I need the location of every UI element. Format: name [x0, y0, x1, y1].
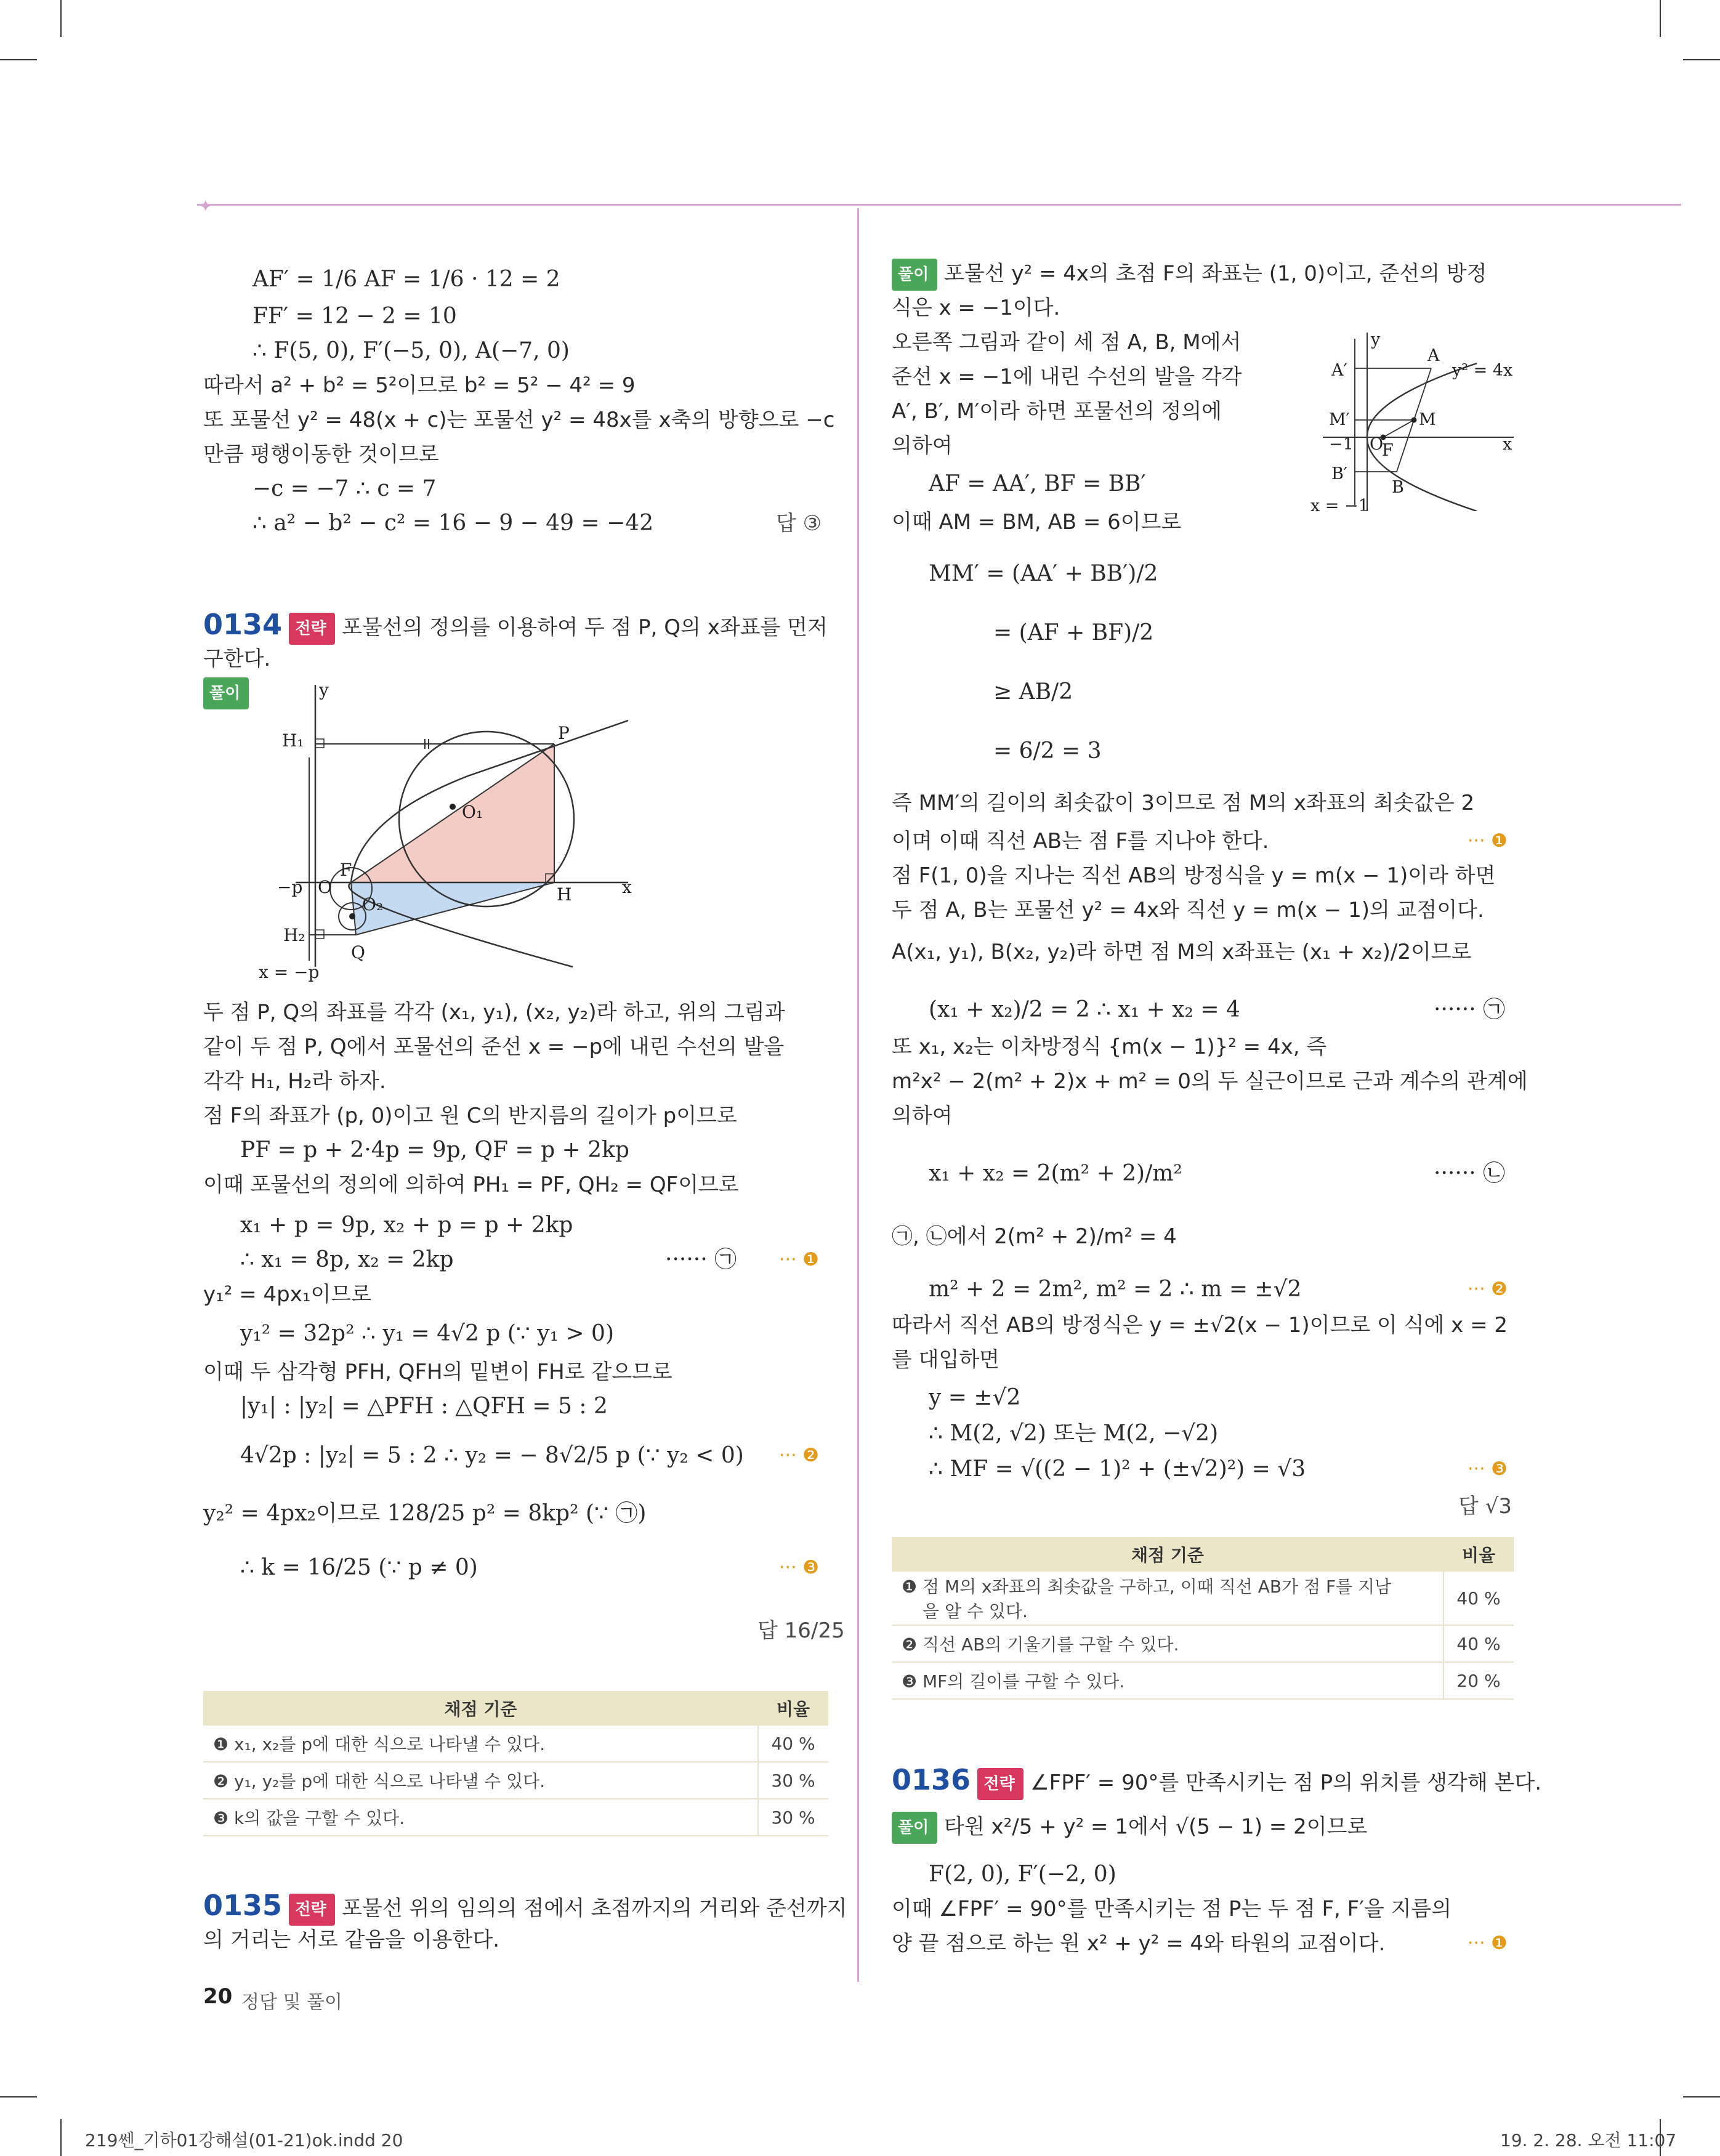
equation-tag: ······ ㉠ [665, 1247, 737, 1272]
text-line: 를 대입하면 [892, 1347, 1000, 1372]
text-line: A′, B′, M′이라 하면 포물선의 정의에 [892, 399, 1222, 424]
table-cell: 40 % [1443, 1572, 1514, 1625]
label-o: O [1370, 435, 1384, 454]
strategy-badge: 전략 [289, 613, 334, 645]
text-line: 이때 두 삼각형 PFH, QFH의 밑변이 FH로 같으므로 [203, 1360, 672, 1384]
solution-badge: 풀이 [203, 677, 249, 709]
label-parabola-eq: y² = 4x [1452, 361, 1513, 380]
label-f: F [340, 860, 352, 880]
table-cell: ❷ 직선 AB의 기울기를 구할 수 있다. [892, 1625, 1443, 1662]
text-line: m²x² − 2(m² + 2)x + m² = 0의 두 실근이므로 근과 계수의 관계에 [892, 1069, 1528, 1094]
table-row [892, 1625, 1514, 1662]
text-line: y₁² = 4px₁이므로 [203, 1282, 371, 1307]
table-row [203, 1762, 828, 1799]
problem-heading [892, 1765, 1541, 1800]
label-directrix: x = −p [259, 962, 320, 982]
table-header: 채점 기준 [203, 1691, 758, 1726]
text-line: ≥ AB/2 [993, 679, 1073, 705]
text-line: 양 끝 점으로 하는 원 x² + y² = 4와 타원의 교점이다. [892, 1931, 1386, 1956]
label-neg-p: −p [277, 877, 303, 897]
text-line: 준선 x = −1에 내린 수선의 발을 각각 [892, 365, 1242, 389]
label-h1: H₁ [282, 730, 304, 751]
equation-tag: ······ ㉠ [1434, 997, 1506, 1022]
scoring-table-0134 [203, 1691, 828, 1836]
answer-mark: 답 16/25 [757, 1618, 845, 1643]
table-cell: 40 % [758, 1726, 828, 1762]
text-line: ∴ M(2, √2) 또는 M(2, −√2) [929, 1421, 1219, 1446]
label-p: P [558, 723, 570, 743]
text-line: AF′ = 1/6 AF = 1/6 · 12 = 2 [252, 267, 560, 292]
text-line: x₁ + x₂ = 2(m² + 2)/m² [929, 1161, 1182, 1186]
step-marker: ··· ❶ [1468, 830, 1508, 852]
problem-number: 0134 [203, 608, 283, 641]
step-marker: ··· ❷ [1468, 1278, 1508, 1300]
text-line: 즉 MM′의 길이의 최솟값이 3이므로 점 M의 x좌표의 최솟값은 2 [892, 791, 1475, 815]
text-line: y₂² = 4px₂이므로 128/25 p² = 8kp² (∵ ㉠) [203, 1501, 647, 1526]
text-line: y = ±√2 [929, 1385, 1021, 1410]
text-line [892, 1812, 1367, 1844]
solution-badge: 풀이 [892, 1812, 937, 1844]
table-cell: ❸ MF의 길이를 구할 수 있다. [892, 1662, 1443, 1699]
strategy-text: 포물선의 정의를 이용하여 두 점 P, Q의 x좌표를 먼저 [342, 615, 828, 640]
label-o1: O₁ [462, 802, 483, 822]
text-line: PF = p + 2·4p = 9p, QF = p + 2kp [240, 1137, 629, 1163]
table-row [892, 1662, 1514, 1699]
text-line: 식은 x = −1이다. [892, 296, 1060, 320]
label-a1: A′ [1331, 361, 1347, 380]
text-line: FF′ = 12 − 2 = 10 [252, 304, 457, 329]
text-line: 또 포물선 y² = 48(x + c)는 포물선 y² = 48x를 x축의 방향으로 −c [203, 408, 835, 432]
table-header: 채점 기준 [892, 1537, 1443, 1572]
text-line: |y₁| : |y₂| = △PFH : △QFH = 5 : 2 [240, 1394, 608, 1419]
text-line: 이때 AM = BM, AB = 6이므로 [892, 510, 1182, 535]
page-label: 정답 및 풀이 [241, 1992, 342, 2013]
strategy-text: 포물선 위의 임의의 점에서 초점까지의 거리와 준선까지 [342, 1896, 847, 1921]
table-header: 비율 [758, 1691, 828, 1726]
label-h2: H₂ [283, 925, 305, 945]
crop-mark [0, 59, 37, 60]
text-line: 의하여 [892, 434, 953, 458]
table-cell: ❸ k의 값을 구할 수 있다. [203, 1799, 758, 1836]
crop-mark [1683, 2096, 1720, 2097]
label-b: B [1392, 478, 1404, 497]
label-y: y [319, 680, 329, 700]
label-o: O [318, 877, 332, 897]
parabola-chord-figure [1310, 326, 1514, 511]
text-line: (x₁ + x₂)/2 = 2 ∴ x₁ + x₂ = 4 [929, 997, 1240, 1022]
page-number: 20 [203, 1984, 233, 2009]
label-directrix: x = −1 [1310, 496, 1369, 511]
table-cell: ❶ x₁, x₂를 p에 대한 식으로 나타낼 수 있다. [203, 1726, 758, 1762]
label-o2: O₂ [362, 894, 384, 914]
text-line: MM′ = (AA′ + BB′)/2 [929, 561, 1158, 586]
text-line: 이때 ∠FPF′ = 90°를 만족시키는 점 P는 두 점 F, F′을 지름의 [892, 1897, 1452, 1921]
label-m: M [1419, 410, 1436, 429]
text-line: 의하여 [892, 1104, 953, 1128]
label-b1: B′ [1331, 464, 1347, 483]
text-line: 이며 이때 직선 AB는 점 F를 지나야 한다. [892, 829, 1269, 854]
text-line: 각각 H₁, H₂라 하자. [203, 1069, 386, 1094]
point-o1 [450, 804, 456, 810]
answer-mark: 답 ③ [776, 511, 822, 536]
strategy-text: ∠FPF′ = 90°를 만족시키는 점 P의 위치를 생각해 본다. [1030, 1770, 1542, 1795]
text-line: y₁² = 32p² ∴ y₁ = 4√2 p (∵ y₁ > 0) [240, 1321, 614, 1346]
text-span: 포물선 y² = 4x의 초점 F의 좌표는 (1, 0)이고, 준선의 방정 [944, 261, 1487, 286]
text-line: 점 F(1, 0)을 지나는 직선 AB의 방정식을 y = m(x − 1)이라 하면 [892, 863, 1496, 888]
text-line: ∴ a² − b² − c² = 16 − 9 − 49 = −42 [252, 511, 654, 536]
text-line: AF = AA′, BF = BB′ [929, 471, 1146, 496]
strategy-text-cont: 의 거리는 서로 같음을 이용한다. [203, 1928, 500, 1952]
crop-mark [60, 0, 62, 37]
text-line: ∴ x₁ = 8p, x₂ = 2kp [240, 1247, 454, 1272]
step-marker: ··· ❶ [1468, 1932, 1508, 1954]
text-line: ∴ k = 16/25 (∵ p ≠ 0) [240, 1555, 478, 1580]
point-o2 [349, 913, 355, 919]
footer-date: 19. 2. 28. 오전 11:07 [1500, 2130, 1677, 2150]
crop-mark [0, 2096, 37, 2097]
equation-tag: ······ ㉡ [1434, 1161, 1506, 1186]
text-line: = 6/2 = 3 [993, 738, 1102, 764]
problem-number: 0135 [203, 1889, 283, 1922]
cell-line: 을 알 수 있다. [923, 1601, 1028, 1621]
table-cell: 30 % [758, 1799, 828, 1836]
label-x: x [622, 877, 632, 897]
step-marker: ··· ❶ [779, 1249, 820, 1270]
text-line: m² + 2 = 2m², m² = 2 ∴ m = ±√2 [929, 1277, 1302, 1302]
point-m [1411, 418, 1417, 423]
text-line: 만큼 평행이동한 것이므로 [203, 442, 439, 467]
text-line: 4√2p : |y₂| = 5 : 2 ∴ y₂ = − 8√2/5 p (∵ y₂ < 0) [240, 1443, 744, 1468]
problem-heading [203, 1891, 847, 1926]
parabola-circles-figure [259, 677, 665, 985]
scoring-table-0135 [892, 1537, 1514, 1700]
table-row [203, 1726, 828, 1762]
text-line: ㉠, ㉡에서 2(m² + 2)/m² = 4 [892, 1224, 1177, 1249]
text-span: 타원 x²/5 + y² = 1에서 √(5 − 1) = 2이므로 [944, 1814, 1368, 1839]
label-x: x [1503, 435, 1512, 454]
crop-mark [1683, 59, 1720, 60]
cell-line: ❶ 점 M의 x좌표의 최솟값을 구하고, 이때 직선 AB가 점 F를 지남 [902, 1577, 1392, 1597]
strategy-badge: 전략 [977, 1768, 1023, 1800]
strategy-text-cont: 구한다. [203, 647, 271, 671]
crop-mark [1660, 0, 1661, 37]
strategy-badge: 전략 [289, 1894, 334, 1926]
label-q: Q [351, 942, 365, 963]
solution-label [203, 677, 249, 709]
table-cell: 30 % [758, 1762, 828, 1799]
label-h: H [557, 884, 572, 905]
table-cell: 20 % [1443, 1662, 1514, 1699]
label-neg1: −1 [1329, 435, 1354, 454]
label-m1: M′ [1329, 410, 1350, 429]
text-line: A(x₁, y₁), B(x₂, y₂)라 하면 점 M의 x좌표는 (x₁ + x₂)/2이므로 [892, 940, 1472, 964]
text-line: 두 점 A, B는 포물선 y² = 4x와 직선 y = m(x − 1)의 교점이다. [892, 898, 1484, 923]
text-line: 같이 두 점 P, Q에서 포물선의 준선 x = −p에 내린 수선의 발을 [203, 1035, 785, 1059]
star-icon: ✦ [198, 196, 213, 216]
answer-mark: 답 √3 [1458, 1494, 1512, 1519]
step-marker: ··· ❷ [779, 1445, 820, 1466]
text-line: ∴ MF = √((2 − 1)² + (±√2)²) = √3 [929, 1456, 1306, 1482]
text-line: 따라서 a² + b² = 5²이므로 b² = 5² − 4² = 9 [203, 373, 636, 398]
text-line: = (AF + BF)/2 [993, 620, 1154, 645]
label-y: y [1371, 330, 1381, 349]
column-divider [857, 208, 859, 1982]
table-cell: 40 % [1443, 1625, 1514, 1662]
table-cell [892, 1572, 1443, 1625]
text-line: 점 F의 좌표가 (p, 0)이고 원 C의 반지름의 길이가 p이므로 [203, 1104, 737, 1128]
text-line: 두 점 P, Q의 좌표를 각각 (x₁, y₁), (x₂, y₂)라 하고, 위의 그림과 [203, 1000, 785, 1025]
problem-number: 0136 [892, 1763, 971, 1796]
text-line [892, 259, 1487, 291]
text-line: 따라서 직선 AB의 방정식은 y = ±√2(x − 1)이므로 이 식에 x = 2 [892, 1313, 1508, 1338]
step-marker: ··· ❸ [779, 1557, 820, 1578]
label-f: F [1382, 441, 1394, 460]
text-line: 오른쪽 그림과 같이 세 점 A, B, M에서 [892, 330, 1242, 355]
text-line: 또 x₁, x₂는 이차방정식 {m(x − 1)}² = 4x, 즉 [892, 1035, 1327, 1059]
table-row [203, 1799, 828, 1836]
header-rule [197, 204, 1681, 206]
crop-mark [60, 2119, 62, 2156]
text-line: 이때 포물선의 정의에 의하여 PH₁ = PF, QH₂ = QF이므로 [203, 1173, 739, 1197]
text-line: ∴ F(5, 0), F′(−5, 0), A(−7, 0) [252, 338, 570, 363]
footer-filename: 219쎈_기하01강해설(01-21)ok.indd 20 [85, 2130, 403, 2150]
text-line: x₁ + p = 9p, x₂ + p = p + 2kp [240, 1213, 573, 1238]
solution-badge: 풀이 [892, 259, 937, 291]
text-line: −c = −7 ∴ c = 7 [252, 476, 437, 501]
table-cell: ❷ y₁, y₂를 p에 대한 식으로 나타낼 수 있다. [203, 1762, 758, 1799]
label-a: A [1427, 346, 1440, 365]
table-header: 비율 [1443, 1537, 1514, 1572]
step-marker: ··· ❸ [1468, 1458, 1508, 1480]
problem-heading [203, 610, 828, 645]
text-line: F(2, 0), F′(−2, 0) [929, 1862, 1116, 1887]
table-row [892, 1572, 1514, 1625]
